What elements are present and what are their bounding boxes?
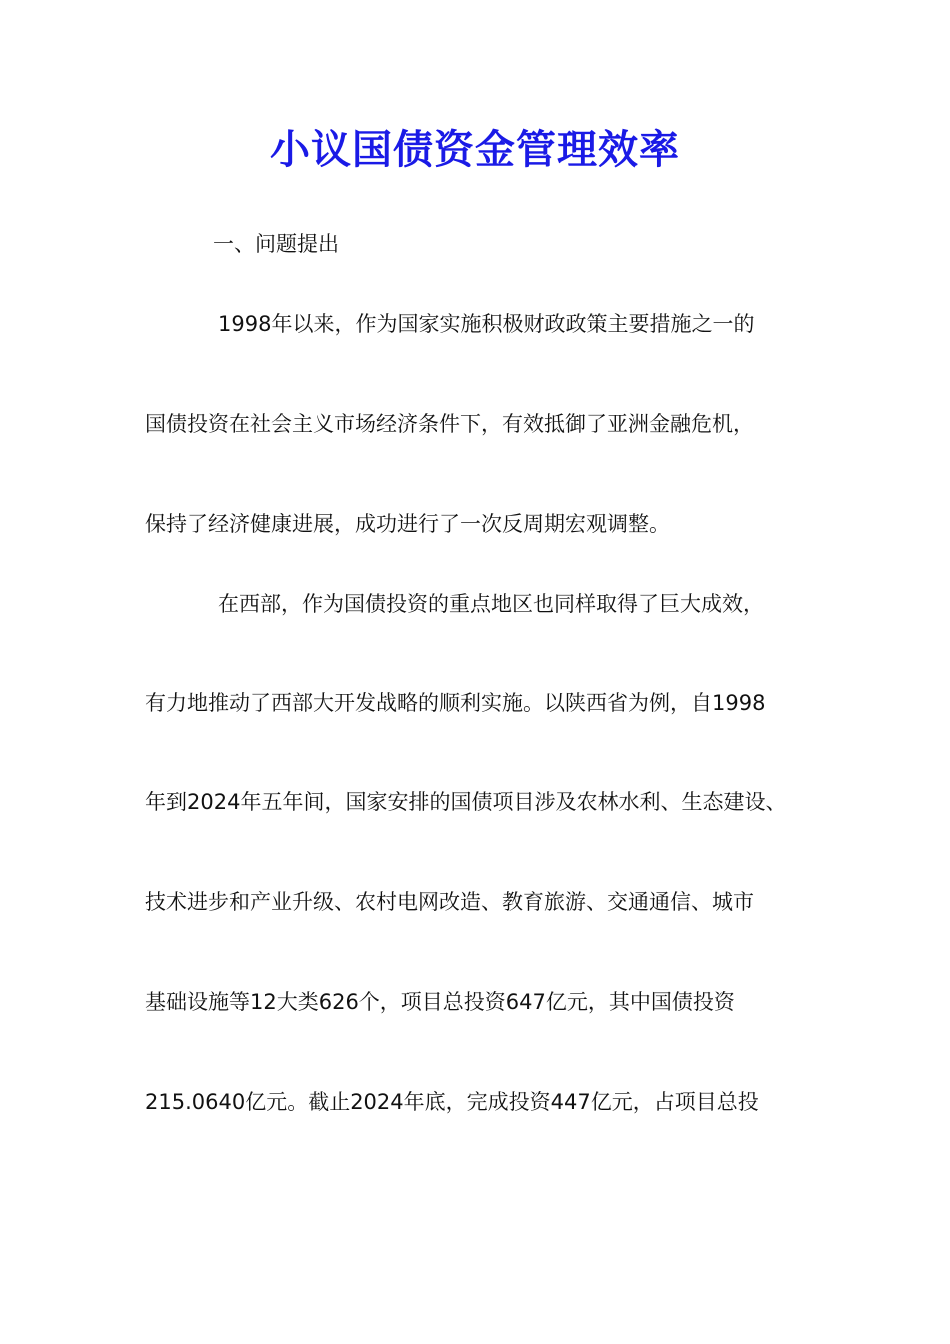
paragraph-line-5: 有力地推动了西部大开发战略的顺利实施。以陕西省为例，自1998: [145, 691, 766, 715]
document-title: 小议国债资金管理效率: [270, 126, 680, 173]
paragraph-line-2: 国债投资在社会主义市场经济条件下，有效抵御了亚洲金融危机，: [145, 412, 754, 436]
paragraph-line-9: 215.0640亿元。截止2024年底，完成投资447亿元，占项目总投: [145, 1090, 759, 1114]
paragraph-line-4: 在西部，作为国债投资的重点地区也同样取得了巨大成效，: [218, 592, 764, 616]
paragraph-line-3: 保持了经济健康进展，成功进行了一次反周期宏观调整。: [145, 512, 670, 536]
paragraph-line-6: 年到2024年五年间，国家安排的国债项目涉及农林水利、生态建设、: [145, 790, 787, 814]
paragraph-line-1: 1998年以来，作为国家实施积极财政政策主要措施之一的: [218, 312, 755, 336]
paragraph-line-8: 基础设施等12大类626个，项目总投资647亿元，其中国债投资: [145, 990, 735, 1014]
paragraph-line-7: 技术进步和产业升级、农村电网改造、教育旅游、交通通信、城市: [145, 890, 754, 914]
section-heading: 一、问题提出: [213, 232, 339, 256]
